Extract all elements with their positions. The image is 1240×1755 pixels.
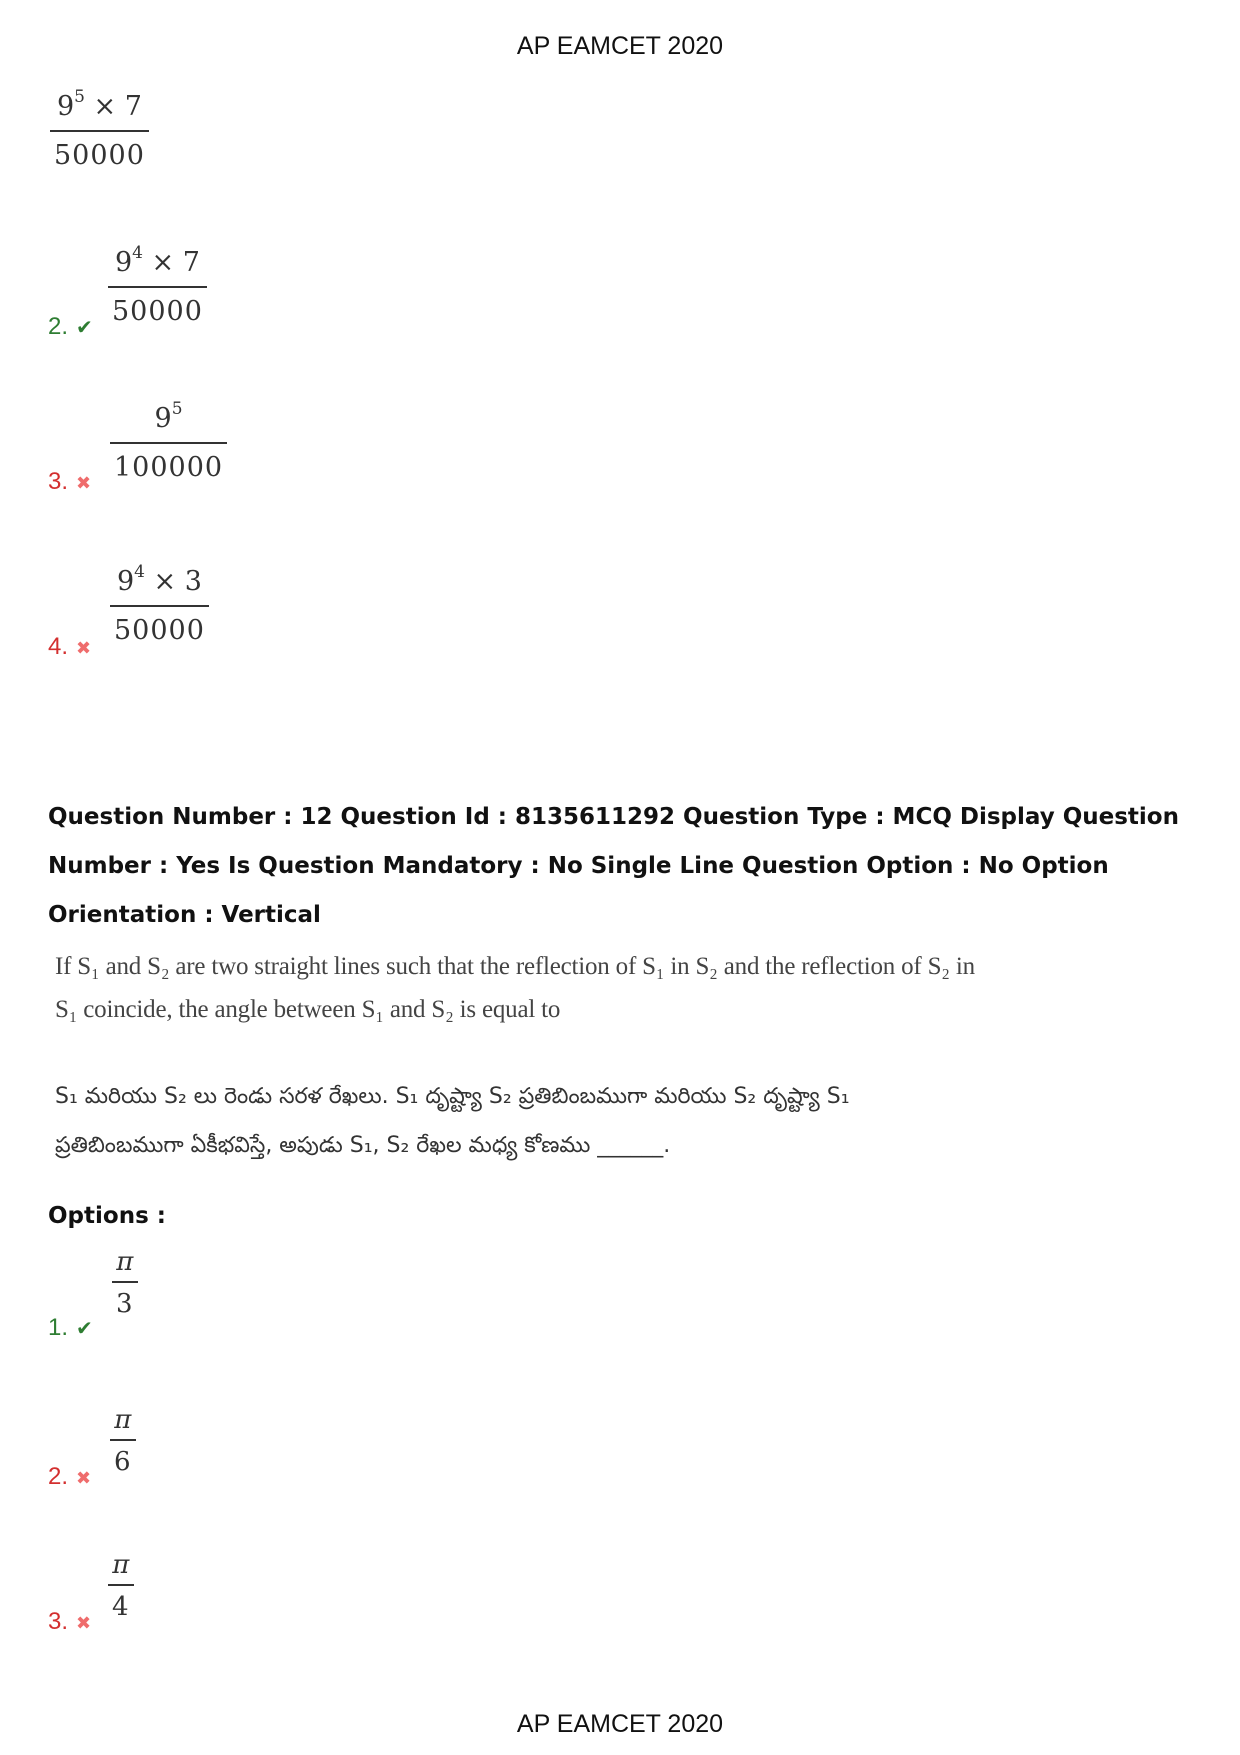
- numerator: $9^5$: [154, 399, 183, 434]
- telugu-line-2: ప్రతిబింబముగా ఏకీభవిస్తే, అపుడు S₁, S₂ రేఖల మధ్య కోణము ______.: [55, 1133, 671, 1158]
- option-4-label: 4. ✖: [48, 633, 92, 660]
- option-4-fraction: [110, 562, 209, 646]
- page-footer: AP EAMCET 2020: [516, 1710, 724, 1738]
- cross-icon: ✖: [76, 1468, 92, 1488]
- option-3-fraction: [110, 399, 227, 483]
- question-text-english: [55, 945, 975, 1031]
- denominator: 50000: [112, 296, 203, 327]
- numerator: π: [116, 1247, 134, 1277]
- numerator: $9^4 \times 7$: [114, 243, 200, 278]
- question-meta: Question Number : 12 Question Id : 8135611292 Question Type : MCQ Display Question Number : Yes Is Question Mandatory : No Single Line Question Option : No Option Orientation : Vertical: [48, 804, 1179, 928]
- options-heading: Options :: [48, 1203, 166, 1229]
- page-header: AP EAMCET 2020: [516, 32, 724, 60]
- q12-option-2-label: 2. ✖: [48, 1463, 92, 1490]
- denominator: 4: [112, 1592, 130, 1622]
- check-icon: ✔: [76, 1318, 93, 1340]
- numerator: π: [114, 1405, 132, 1435]
- check-icon: ✔: [76, 317, 93, 339]
- option-2-label: 2. ✔: [48, 313, 93, 340]
- option-2-fraction: [108, 243, 207, 327]
- denominator: 50000: [54, 140, 145, 171]
- denominator: 100000: [114, 452, 224, 483]
- numerator: $9^5 \times 7$: [56, 87, 142, 122]
- option-fraction: [50, 87, 149, 171]
- denominator: 50000: [114, 615, 205, 646]
- question-line-1: If S₁ and S₂ are two straight lines such that the reflection of S₁ in S₂ and the reflection of S₂ in: [55, 953, 975, 980]
- q12-option-3-label: 3. ✖: [48, 1608, 92, 1635]
- cross-icon: ✖: [76, 638, 92, 658]
- numerator: π: [112, 1550, 130, 1580]
- question-text-telugu: [55, 1072, 1175, 1170]
- q12-option-1-fraction: [112, 1247, 138, 1319]
- option-3-label: 3. ✖: [48, 468, 92, 495]
- question-line-2: S₁ coincide, the angle between S₁ and S₂ is equal to: [55, 996, 561, 1023]
- denominator: 6: [114, 1447, 132, 1477]
- cross-icon: ✖: [76, 1613, 92, 1633]
- denominator: 3: [116, 1289, 134, 1319]
- telugu-line-1: S₁ మరియు S₂ లు రెండు సరళ రేఖలు. S₁ దృష్ట్యా S₂ ప్రతిబింబముగా మరియు S₂ దృష్ట్యా S₁: [55, 1084, 850, 1109]
- q12-option-2-fraction: [110, 1405, 136, 1477]
- numerator: $9^4 \times 3$: [116, 562, 202, 597]
- q12-option-3-fraction: [108, 1550, 134, 1622]
- q12-option-1-label: 1. ✔: [48, 1314, 93, 1341]
- cross-icon: ✖: [76, 473, 92, 493]
